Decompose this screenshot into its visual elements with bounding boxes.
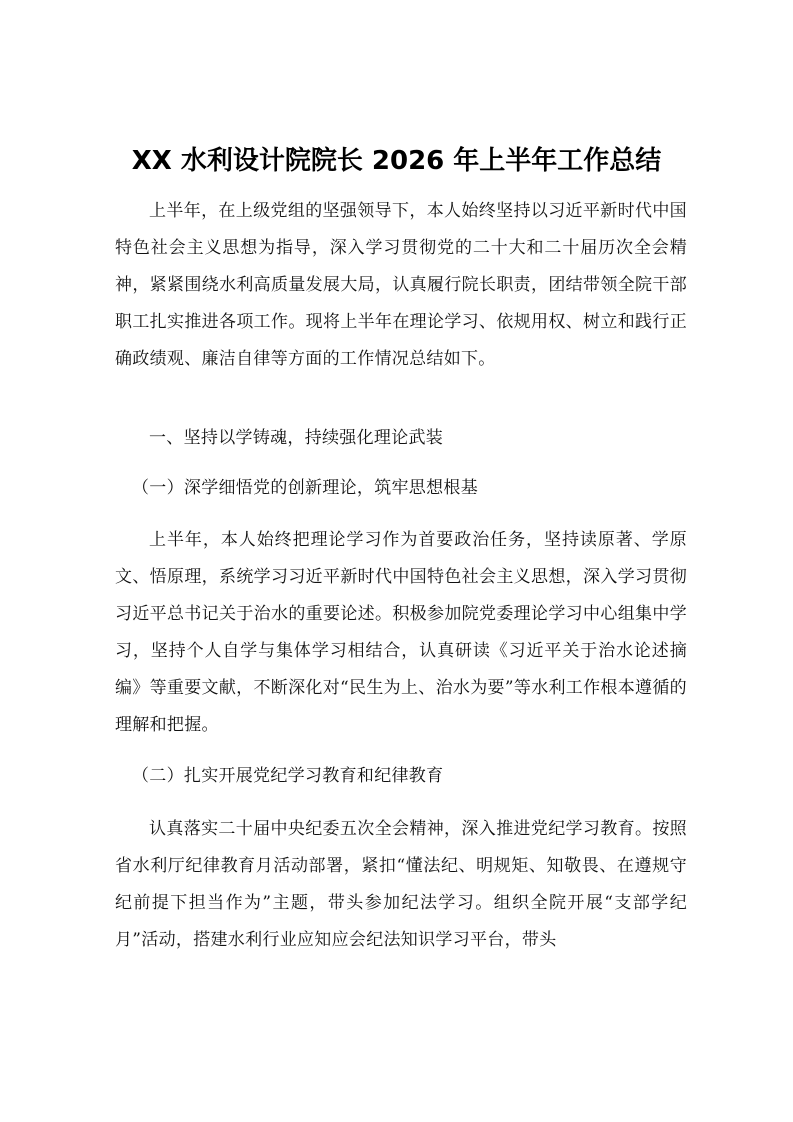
section-heading-1: 一、坚持以学铸魂，持续强化理论武装	[149, 428, 444, 448]
subsection-paragraph-2: 认真落实二十届中央纪委五次全会精神，深入推进党纪学习教育。按照省水利厅纪律教育月活动部署，紧扣“懂法纪、明规矩、知敬畏、在遵规守纪前提下担当作为”主题，带头参加纪法学习。组织全院开展“支部学纪月”活动，搭建水利行业应知应会纪法知识学习平台，带头	[115, 819, 687, 950]
document-title: XX 水利设计院院长 2026 年上半年工作总结	[131, 146, 662, 176]
subsection-heading-1: （一）深学细悟党的创新理论，筑牢思想根基	[132, 478, 478, 498]
intro-paragraph: 上半年，在上级党组的坚强领导下，本人始终坚持以习近平新时代中国特色社会主义思想为指导，深入学习贯彻党的二十大和二十届历次全会精神，紧紧围绕水利高质量发展大局，认真履行院长职责，团结带领全院干部职工扎实推进各项工作。现将上半年在理论学习、依规用权、树立和践行正确政绩观、廉洁自律等方面的工作情况总结如下。	[115, 201, 687, 369]
subsection-heading-2: （二）扎实开展党纪学习教育和纪律教育	[132, 766, 444, 786]
subsection-paragraph-1: 上半年，本人始终把理论学习作为首要政治任务，坚持读原著、学原文、悟原理，系统学习习近平新时代中国特色社会主义思想，深入学习贯彻习近平总书记关于治水的重要论述。积极参加院党委理论学习中心组集中学习，坚持个人自学与集体学习相结合，认真研读《习近平关于治水论述摘编》等重要文献，不断深化对“民生为上、治水为要”等水利工作根本遵循的理解和把握。	[115, 530, 687, 735]
